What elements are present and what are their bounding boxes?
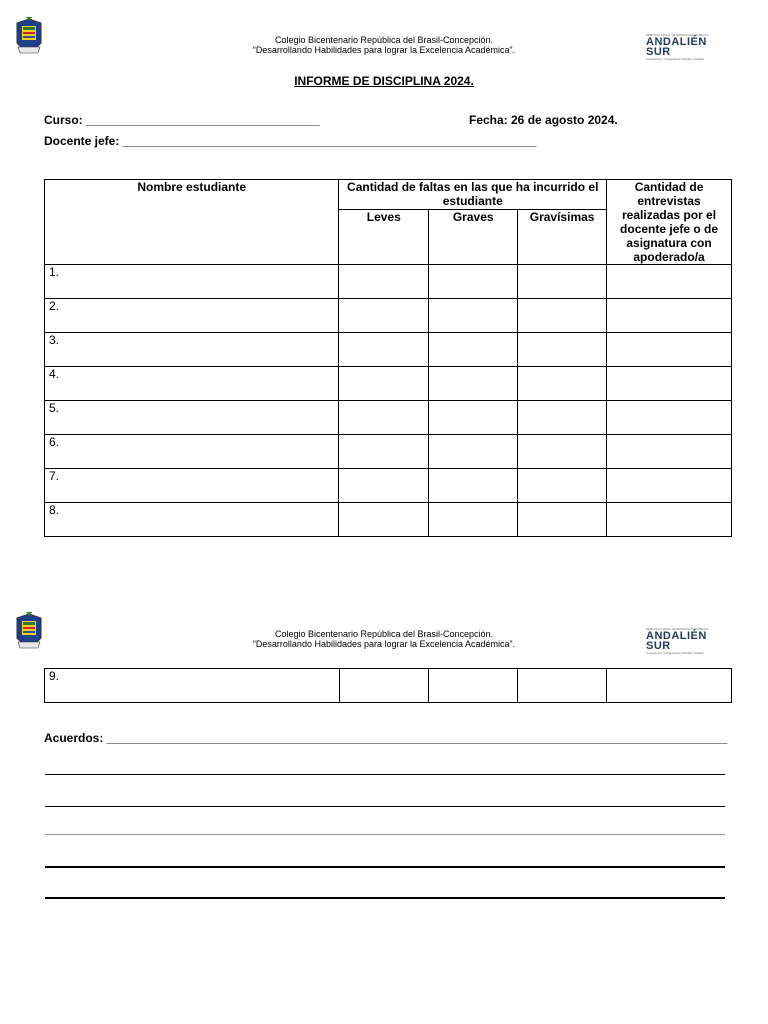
graves-cell[interactable]: [429, 299, 518, 333]
table-row: [45, 503, 732, 537]
logo-small-text: SERVICIO LOCAL DE EDUCACIÓN PÚBLICA: [646, 627, 709, 631]
school-crest-icon: [14, 612, 44, 652]
logo-word-2: SUR: [646, 640, 671, 652]
table-row: [45, 265, 732, 299]
header-nombre-estudiante: Nombre estudiante: [45, 180, 339, 265]
school-motto: “Desarrollando Habilidades para lograr la Excelencia Académica”.: [252, 639, 516, 649]
gravisimas-cell[interactable]: [518, 669, 607, 703]
gravisimas-cell[interactable]: [518, 333, 607, 367]
entrevistas-cell[interactable]: [607, 401, 732, 435]
acuerdos-line-1[interactable]: [45, 774, 725, 775]
header-cantidad-faltas: Cantidad de faltas en las que ha incurrido el estudiante: [339, 180, 607, 210]
student-name-cell[interactable]: 5.: [45, 401, 339, 435]
entrevistas-cell[interactable]: [607, 265, 732, 299]
entrevistas-cell[interactable]: [607, 469, 732, 503]
header-gravisimas: Gravísimas: [518, 210, 607, 265]
logo-sub-text: Concepción | Chiguayante Florida | Hualqui: [646, 57, 704, 61]
school-crest-icon: [14, 17, 44, 57]
leves-cell[interactable]: [339, 503, 429, 537]
logo-word-1: ANDALIÉN: [646, 36, 707, 48]
andalien-sur-logo: [646, 627, 730, 659]
gravisimas-cell[interactable]: [518, 401, 607, 435]
curso-field[interactable]: Curso: ___________________________________: [44, 113, 320, 127]
acuerdos-line-5[interactable]: [45, 897, 725, 899]
entrevistas-cell[interactable]: [607, 503, 732, 537]
table-row: [45, 669, 732, 703]
leves-cell[interactable]: [339, 265, 429, 299]
graves-cell[interactable]: [429, 669, 518, 703]
acuerdos-field[interactable]: Acuerdos: _____________________________________________________________________________________________: [44, 731, 728, 745]
graves-cell[interactable]: [429, 435, 518, 469]
entrevistas-cell[interactable]: [607, 333, 732, 367]
discipline-table: [44, 179, 732, 537]
graves-cell[interactable]: [429, 401, 518, 435]
gravisimas-cell[interactable]: [518, 367, 607, 401]
gravisimas-cell[interactable]: [518, 265, 607, 299]
leves-cell[interactable]: [339, 469, 429, 503]
leves-cell[interactable]: [339, 333, 429, 367]
table-header-row: [45, 180, 732, 210]
table-row: [45, 333, 732, 367]
table-row: [45, 367, 732, 401]
entrevistas-cell[interactable]: [607, 435, 732, 469]
graves-cell[interactable]: [429, 503, 518, 537]
logo-small-text: SERVICIO LOCAL DE EDUCACIÓN PÚBLICA: [646, 33, 709, 37]
table-row: [45, 469, 732, 503]
student-name-cell[interactable]: 8.: [45, 503, 339, 537]
header-graves: Graves: [429, 210, 518, 265]
page-title: INFORME DE DISCIPLINA 2024.: [294, 74, 474, 88]
graves-cell[interactable]: [429, 333, 518, 367]
acuerdos-line-3[interactable]: [45, 834, 725, 835]
table-row: [45, 401, 732, 435]
graves-cell[interactable]: [429, 367, 518, 401]
student-name-cell[interactable]: 3.: [45, 333, 339, 367]
table-row: [45, 299, 732, 333]
student-name-cell[interactable]: 6.: [45, 435, 339, 469]
student-name-cell[interactable]: 9.: [45, 669, 340, 703]
graves-cell[interactable]: [429, 469, 518, 503]
discipline-table-continued: [44, 668, 732, 703]
acuerdos-line-4[interactable]: [45, 866, 725, 868]
gravisimas-cell[interactable]: [518, 435, 607, 469]
school-name: Colegio Bicentenario República del Brasil-Concepción.: [274, 629, 494, 639]
leves-cell[interactable]: [339, 401, 429, 435]
logo-word-1: ANDALIÉN: [646, 630, 707, 642]
logo-word-2: SUR: [646, 46, 671, 58]
graves-cell[interactable]: [429, 265, 518, 299]
gravisimas-cell[interactable]: [518, 299, 607, 333]
leves-cell[interactable]: [339, 669, 429, 703]
school-name: Colegio Bicentenario República del Brasil-Concepción.: [274, 35, 494, 45]
table-row: [45, 435, 732, 469]
acuerdos-line-2[interactable]: [45, 806, 725, 807]
logo-sub-text: Concepción | Chiguayante Florida | Hualqui: [646, 651, 704, 655]
leves-cell[interactable]: [339, 367, 429, 401]
fecha-field: Fecha: 26 de agosto 2024.: [469, 113, 618, 127]
gravisimas-cell[interactable]: [518, 469, 607, 503]
gravisimas-cell[interactable]: [518, 503, 607, 537]
student-name-cell[interactable]: 4.: [45, 367, 339, 401]
school-motto: “Desarrollando Habilidades para lograr la Excelencia Académica”.: [252, 45, 516, 55]
andalien-sur-logo: [646, 33, 730, 65]
entrevistas-cell[interactable]: [607, 299, 732, 333]
docente-jefe-field[interactable]: Docente jefe: ______________________________________________________________: [44, 134, 537, 148]
student-name-cell[interactable]: 7.: [45, 469, 339, 503]
header-cantidad-entrevistas: Cantidad de entrevistas realizadas por el docente jefe o de asignatura con apoderado/a: [607, 180, 732, 265]
entrevistas-cell[interactable]: [607, 669, 732, 703]
leves-cell[interactable]: [339, 435, 429, 469]
header-leves: Leves: [339, 210, 429, 265]
student-name-cell[interactable]: 2.: [45, 299, 339, 333]
leves-cell[interactable]: [339, 299, 429, 333]
entrevistas-cell[interactable]: [607, 367, 732, 401]
student-name-cell[interactable]: 1.: [45, 265, 339, 299]
